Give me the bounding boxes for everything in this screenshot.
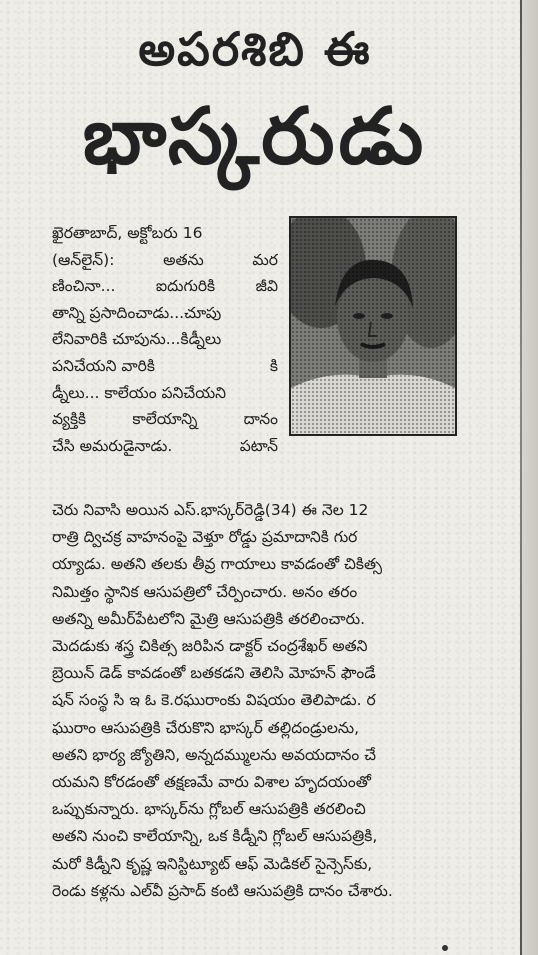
- article-line: య్యాడు. అతని తలకు తీవ్ర గాయాలు కావడంతో చికిత్స: [52, 555, 383, 574]
- article-line: అతని భార్య జ్యోతిని, అన్నదమ్ములను అవయదానం చే: [52, 745, 376, 764]
- article-text: ఐదుగురికి: [155, 277, 216, 296]
- article-line: షన్ సంస్థ సి ఇ ఓ కె.రఘురాంకు విషయం తెలిపాడు. ర: [52, 691, 376, 710]
- article-line: రెండు కళ్లను ఎల్‌వీ ప్రసాద్ కంటి ఆసుపత్రికి దానం చేశారు.: [52, 881, 393, 900]
- article-line: బ్రెయిన్ డెడ్ కావడంతో బతకడని తెలిసి మోహన్ ఫౌండే: [52, 664, 376, 683]
- article-text: కి: [269, 357, 278, 375]
- article-line: [52, 273, 278, 299]
- article-text: చేసి అమరుడైనాడు.: [52, 436, 173, 455]
- article-text: డ్నీలు... కాలేయం పనిచేయని: [52, 383, 227, 402]
- article-line: [52, 247, 278, 273]
- article-line: యమని కోరడంతో తక్షణమే వారు విశాల హృదయంతో: [52, 773, 371, 791]
- article-line: అతని నుంచి కాలేయాన్ని, ఒక కిడ్నీని గ్లోబల్ ఆసుపత్రికి,: [52, 827, 378, 846]
- article-line: చెరు నివాసి అయిన ఎస్.భాస్కర్‌రెడ్డి(34) ఈ నెల 12: [52, 501, 369, 519]
- scan-margin: [520, 0, 538, 955]
- article-text: లేనివారికి చూపును...కిడ్నీలు: [52, 330, 222, 349]
- person-portrait-icon: [291, 218, 455, 434]
- article-line: [52, 380, 278, 406]
- article-text: జీవి: [255, 277, 278, 296]
- article-line: ఒప్పుకున్నారు. భాస్కర్‌ను గ్లోబల్ ఆసుపత్రికి తరలించి: [52, 800, 366, 819]
- article-text: కాలేయాన్ని: [132, 410, 198, 429]
- article-line: రాత్రి ద్విచక్ర వాహనంపై వెళ్తూ రోడ్డు ప్రమాదానికి గుర: [52, 528, 358, 547]
- article-text: తాన్ని ప్రసాదించాడు...చూపు: [52, 303, 222, 322]
- article-line: నిమిత్తం స్థానిక ఆసుపత్రిలో చేర్పించారు. అనం తరం: [52, 582, 358, 601]
- article-line: [52, 353, 278, 379]
- article-line: [52, 220, 278, 246]
- article-line: [52, 300, 278, 326]
- article-line: అతన్ని అమీర్‌పేటలోని మైత్రి ఆసుపత్రికి తరలించారు.: [52, 609, 366, 628]
- article-text: (ఆన్‌లైన్):: [52, 250, 115, 269]
- article-line: మెదడుకు శస్త్ర చికిత్స జరిపిన డాక్టర్ చంద్రశేఖర్ అతని: [52, 637, 368, 655]
- article-text: వ్యక్తికి: [52, 410, 87, 429]
- article-text: ఖైరతాబాద్, అక్టోబరు 16: [52, 224, 203, 242]
- article-line: ఘురాం ఆసుపత్రికి చేరుకొని భాస్కర్ తల్లిదండ్రులను,: [52, 718, 359, 737]
- article-line: మరో కిడ్నీని కృష్ణ ఇనిస్టిట్యూట్ ఆఫ్ మెడికల్ సైన్సెస్‌కు,: [52, 854, 373, 873]
- article-text: ణించినా...: [52, 277, 116, 296]
- article-text: దానం: [243, 410, 278, 429]
- article-text: అతను: [163, 250, 204, 269]
- print-dot: [442, 945, 448, 951]
- person-photo: [289, 216, 457, 436]
- article-text: పనిచేయని వారికి: [52, 357, 155, 375]
- headline-line-1: అపరశిబి ఈ: [138, 22, 372, 76]
- article-line: [52, 433, 278, 459]
- article-line: [52, 406, 278, 432]
- scan-edge-line: [520, 0, 522, 955]
- article-line: [52, 326, 278, 352]
- article-text: పటాన్: [239, 436, 278, 455]
- headline-line-2: భాస్కరుడు: [82, 92, 428, 182]
- article-text: మర: [252, 250, 278, 269]
